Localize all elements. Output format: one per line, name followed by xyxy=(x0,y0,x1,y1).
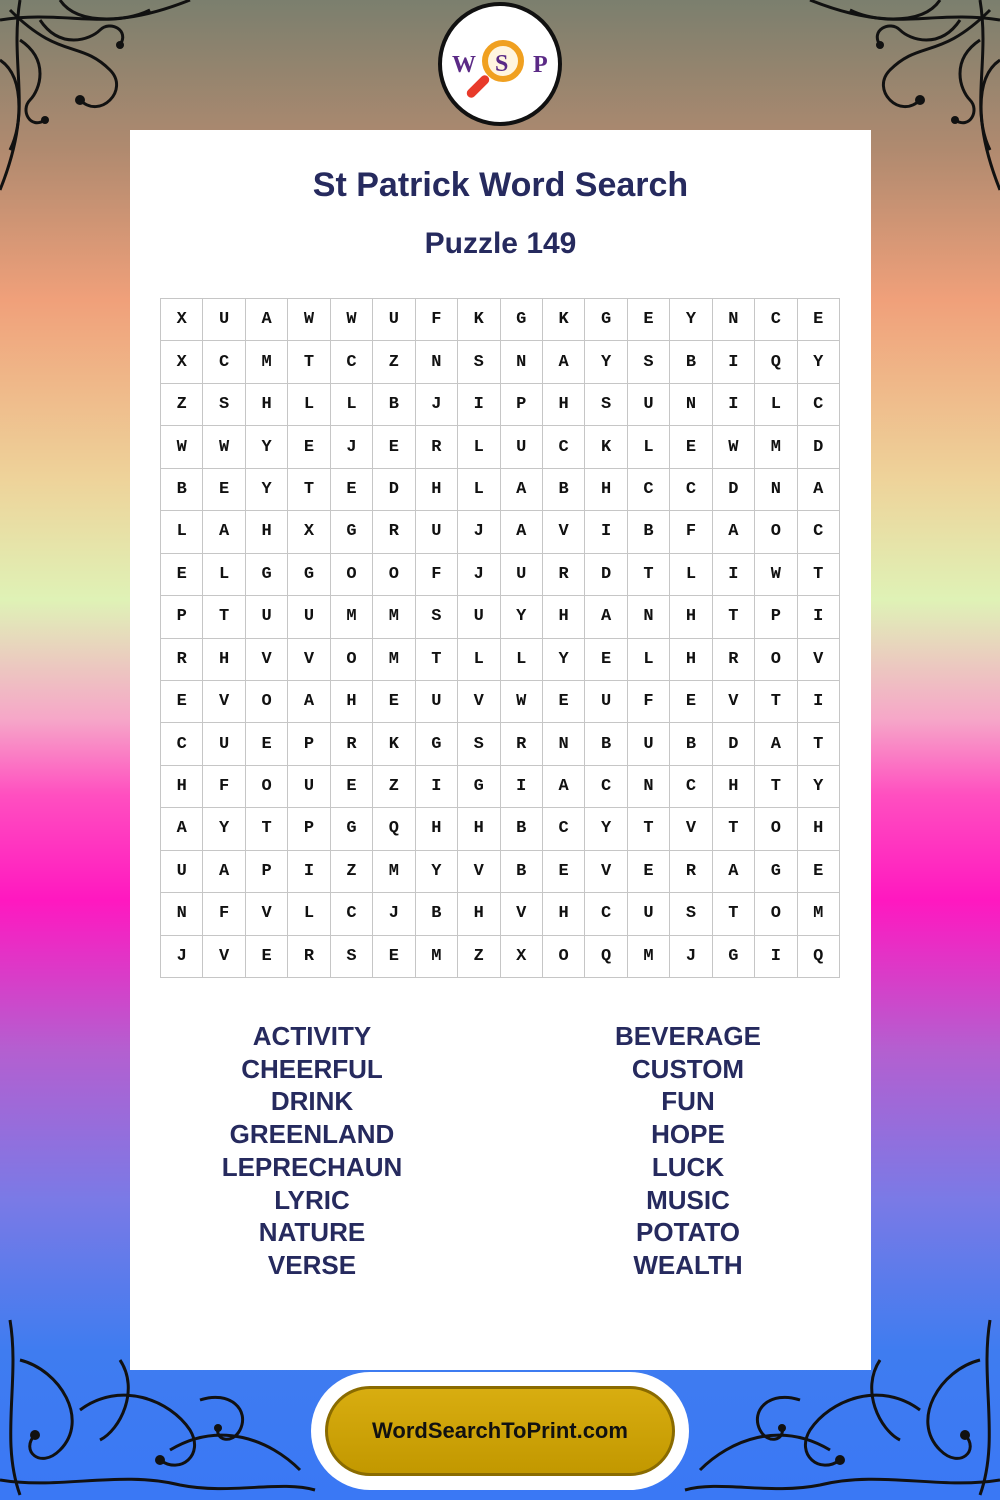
grid-cell[interactable]: L xyxy=(331,384,373,426)
grid-cell[interactable]: V xyxy=(713,681,755,723)
grid-cell[interactable]: N xyxy=(755,469,797,511)
grid-cell[interactable]: Y xyxy=(585,808,627,850)
grid-cell[interactable]: R xyxy=(416,426,458,468)
grid-cell[interactable]: J xyxy=(458,554,500,596)
grid-cell[interactable]: F xyxy=(416,554,458,596)
grid-cell[interactable]: B xyxy=(373,384,415,426)
grid-cell[interactable]: L xyxy=(203,554,245,596)
word-list-item: FUN xyxy=(661,1086,715,1117)
grid-cell[interactable]: U xyxy=(161,851,203,893)
grid-cell[interactable]: Z xyxy=(373,766,415,808)
grid-cell[interactable]: R xyxy=(543,554,585,596)
grid-cell[interactable]: E xyxy=(373,681,415,723)
grid-cell[interactable]: A xyxy=(288,681,330,723)
word-list-item: ACTIVITY xyxy=(252,1021,372,1051)
grid-cell[interactable]: U xyxy=(203,299,245,341)
grid-cell[interactable]: S xyxy=(203,384,245,426)
grid-cell[interactable]: Z xyxy=(331,851,373,893)
grid-cell[interactable]: U xyxy=(373,299,415,341)
grid-cell[interactable]: N xyxy=(543,723,585,765)
grid-cell[interactable]: Z xyxy=(458,936,500,978)
grid-cell[interactable]: V xyxy=(288,639,330,681)
grid-cell[interactable]: C xyxy=(585,893,627,935)
grid-cell[interactable]: T xyxy=(713,893,755,935)
grid-cell[interactable]: A xyxy=(543,766,585,808)
grid-cell[interactable]: Y xyxy=(416,851,458,893)
grid-cell[interactable]: E xyxy=(373,936,415,978)
grid-cell[interactable]: U xyxy=(628,893,670,935)
grid-cell[interactable]: N xyxy=(501,341,543,383)
grid-cell[interactable]: Q xyxy=(798,936,840,978)
word-list-item: CHEERFUL xyxy=(241,1053,383,1084)
grid-cell[interactable]: U xyxy=(458,596,500,638)
grid-cell[interactable]: I xyxy=(501,766,543,808)
grid-cell[interactable]: T xyxy=(288,469,330,511)
grid-cell[interactable]: P xyxy=(755,596,797,638)
grid-cell[interactable]: E xyxy=(288,426,330,468)
grid-cell[interactable]: K xyxy=(373,723,415,765)
grid-cell[interactable]: I xyxy=(713,554,755,596)
grid-cell[interactable]: F xyxy=(416,299,458,341)
grid-cell[interactable]: E xyxy=(798,299,840,341)
grid-cell[interactable]: U xyxy=(288,766,330,808)
grid-cell[interactable]: N xyxy=(628,766,670,808)
grid-cell[interactable]: L xyxy=(670,554,712,596)
grid-cell[interactable]: O xyxy=(755,808,797,850)
grid-cell[interactable]: E xyxy=(246,723,288,765)
grid-cell[interactable]: Q xyxy=(585,936,627,978)
grid-cell[interactable]: E xyxy=(798,851,840,893)
grid-cell[interactable]: L xyxy=(755,384,797,426)
grid-cell[interactable]: S xyxy=(585,384,627,426)
grid-cell[interactable]: E xyxy=(161,554,203,596)
grid-cell[interactable]: Y xyxy=(798,341,840,383)
grid-cell[interactable]: F xyxy=(670,511,712,553)
grid-cell[interactable]: S xyxy=(458,723,500,765)
grid-cell[interactable]: U xyxy=(501,426,543,468)
grid-cell[interactable]: P xyxy=(501,384,543,426)
grid-cell[interactable]: T xyxy=(798,554,840,596)
grid-cell[interactable]: H xyxy=(798,808,840,850)
grid-cell[interactable]: I xyxy=(585,511,627,553)
grid-cell[interactable]: C xyxy=(755,299,797,341)
word-list-item: CUSTOM xyxy=(631,1053,745,1084)
grid-cell[interactable]: T xyxy=(246,808,288,850)
grid-cell[interactable]: O xyxy=(755,511,797,553)
grid-cell[interactable]: O xyxy=(331,554,373,596)
puzzle-number: Puzzle 149 xyxy=(424,227,577,260)
grid-cell[interactable]: Y xyxy=(585,341,627,383)
grid-cell[interactable]: Q xyxy=(755,341,797,383)
word-list-left xyxy=(182,1020,442,1282)
grid-cell[interactable]: C xyxy=(331,341,373,383)
grid-cell[interactable]: E xyxy=(585,639,627,681)
grid-cell[interactable]: U xyxy=(585,681,627,723)
word-list-item: LYRIC xyxy=(274,1184,350,1215)
grid-cell[interactable]: Y xyxy=(543,639,585,681)
grid-cell[interactable]: M xyxy=(331,596,373,638)
grid-cell[interactable]: O xyxy=(246,766,288,808)
grid-cell[interactable]: V xyxy=(798,639,840,681)
grid-cell[interactable]: N xyxy=(713,299,755,341)
grid-cell[interactable]: D xyxy=(585,554,627,596)
logo-letter-w: W xyxy=(452,52,476,78)
grid-cell[interactable]: O xyxy=(246,681,288,723)
grid-cell[interactable]: E xyxy=(543,681,585,723)
word-list-right xyxy=(558,1020,818,1282)
grid-cell[interactable]: V xyxy=(585,851,627,893)
grid-cell[interactable]: O xyxy=(755,893,797,935)
grid-cell[interactable]: G xyxy=(416,723,458,765)
grid-cell[interactable]: E xyxy=(203,469,245,511)
grid-cell[interactable]: S xyxy=(458,341,500,383)
grid-cell[interactable]: H xyxy=(246,511,288,553)
grid-cell[interactable]: A xyxy=(543,341,585,383)
grid-cell[interactable]: Y xyxy=(670,299,712,341)
grid-cell[interactable]: E xyxy=(331,469,373,511)
grid-cell[interactable]: M xyxy=(373,639,415,681)
grid-cell[interactable]: V xyxy=(203,681,245,723)
grid-cell[interactable]: E xyxy=(628,299,670,341)
grid-cell[interactable]: B xyxy=(543,469,585,511)
grid-cell[interactable]: H xyxy=(458,808,500,850)
grid-cell[interactable]: K xyxy=(585,426,627,468)
grid-cell[interactable]: G xyxy=(331,808,373,850)
grid-cell[interactable]: M xyxy=(373,851,415,893)
grid-cell[interactable]: N xyxy=(670,384,712,426)
grid-cell[interactable]: A xyxy=(203,851,245,893)
grid-cell[interactable]: L xyxy=(501,639,543,681)
grid-cell[interactable]: C xyxy=(798,384,840,426)
grid-cell[interactable]: H xyxy=(416,808,458,850)
grid-cell[interactable]: Y xyxy=(203,808,245,850)
grid-cell[interactable]: L xyxy=(458,639,500,681)
grid-cell[interactable]: L xyxy=(458,469,500,511)
site-link[interactable]: WordSearchToPrint.com xyxy=(325,1386,675,1476)
grid-cell[interactable]: N xyxy=(416,341,458,383)
grid-cell[interactable]: G xyxy=(501,299,543,341)
grid-cell[interactable]: R xyxy=(713,639,755,681)
grid-cell[interactable]: M xyxy=(798,893,840,935)
grid-cell[interactable]: D xyxy=(798,426,840,468)
grid-cell[interactable]: B xyxy=(501,851,543,893)
grid-cell[interactable]: Z xyxy=(161,384,203,426)
grid-cell[interactable]: X xyxy=(161,299,203,341)
grid-cell[interactable]: E xyxy=(246,936,288,978)
grid-cell[interactable]: V xyxy=(246,893,288,935)
grid-cell[interactable]: Y xyxy=(246,469,288,511)
grid-cell[interactable]: A xyxy=(501,511,543,553)
grid-cell[interactable]: J xyxy=(373,893,415,935)
grid-cell[interactable]: B xyxy=(670,723,712,765)
grid-cell[interactable]: A xyxy=(713,511,755,553)
grid-cell[interactable]: H xyxy=(670,596,712,638)
word-list-item: GREENLAND xyxy=(229,1119,395,1150)
grid-cell[interactable]: W xyxy=(288,299,330,341)
grid-cell[interactable]: O xyxy=(755,639,797,681)
grid-cell[interactable]: H xyxy=(416,469,458,511)
grid-cell[interactable]: U xyxy=(628,384,670,426)
grid-cell[interactable]: L xyxy=(628,426,670,468)
grid-cell[interactable]: O xyxy=(373,554,415,596)
grid-cell[interactable]: J xyxy=(670,936,712,978)
logo-letter-p: P xyxy=(533,52,548,78)
grid-cell[interactable]: Q xyxy=(373,808,415,850)
grid-cell[interactable]: H xyxy=(713,766,755,808)
grid-cell[interactable]: E xyxy=(331,766,373,808)
grid-cell[interactable]: I xyxy=(755,936,797,978)
grid-cell[interactable]: G xyxy=(585,299,627,341)
grid-cell[interactable]: C xyxy=(543,426,585,468)
word-list-item: POTATO xyxy=(636,1217,740,1248)
grid-cell[interactable]: C xyxy=(203,341,245,383)
grid-cell[interactable]: H xyxy=(161,766,203,808)
grid-cell[interactable]: I xyxy=(713,341,755,383)
grid-cell[interactable]: V xyxy=(246,639,288,681)
grid-cell[interactable]: I xyxy=(458,384,500,426)
grid-cell[interactable]: R xyxy=(670,851,712,893)
grid-cell[interactable]: T xyxy=(713,808,755,850)
grid-cell[interactable]: W xyxy=(161,426,203,468)
letter-grid xyxy=(160,298,840,978)
grid-cell[interactable]: C xyxy=(543,808,585,850)
grid-cell[interactable]: I xyxy=(713,384,755,426)
grid-cell[interactable]: A xyxy=(161,808,203,850)
grid-cell[interactable]: E xyxy=(628,851,670,893)
word-list-item: MUSIC xyxy=(646,1184,730,1215)
grid-cell[interactable]: J xyxy=(416,384,458,426)
grid-cell[interactable]: S xyxy=(416,596,458,638)
grid-cell[interactable]: P xyxy=(161,596,203,638)
grid-cell[interactable]: Y xyxy=(501,596,543,638)
grid-cell[interactable]: R xyxy=(288,936,330,978)
grid-cell[interactable]: M xyxy=(373,596,415,638)
grid-cell[interactable]: M xyxy=(246,341,288,383)
grid-cell[interactable]: G xyxy=(288,554,330,596)
grid-cell[interactable]: I xyxy=(798,681,840,723)
word-list-item: VERSE xyxy=(267,1249,357,1280)
grid-cell[interactable]: F xyxy=(203,893,245,935)
grid-cell[interactable]: X xyxy=(288,511,330,553)
grid-cell[interactable]: P xyxy=(288,723,330,765)
grid-cell[interactable]: C xyxy=(161,723,203,765)
grid-cell[interactable]: H xyxy=(585,469,627,511)
grid-cell[interactable]: T xyxy=(755,766,797,808)
grid-cell[interactable]: B xyxy=(670,341,712,383)
grid-cell[interactable]: S xyxy=(628,341,670,383)
grid-cell[interactable]: M xyxy=(416,936,458,978)
grid-cell[interactable]: L xyxy=(288,384,330,426)
grid-cell[interactable]: G xyxy=(755,851,797,893)
grid-cell[interactable]: L xyxy=(458,426,500,468)
grid-cell[interactable]: W xyxy=(713,426,755,468)
grid-cell[interactable]: I xyxy=(288,851,330,893)
grid-cell[interactable]: H xyxy=(331,681,373,723)
grid-cell[interactable]: Y xyxy=(798,766,840,808)
grid-cell[interactable]: D xyxy=(373,469,415,511)
grid-cell[interactable]: H xyxy=(203,639,245,681)
grid-cell[interactable]: B xyxy=(585,723,627,765)
grid-cell[interactable]: Z xyxy=(373,341,415,383)
grid-cell[interactable]: G xyxy=(458,766,500,808)
word-list-item: LEPRECHAUN xyxy=(221,1151,403,1182)
grid-cell[interactable]: H xyxy=(543,893,585,935)
grid-cell[interactable]: N xyxy=(628,596,670,638)
grid-cell[interactable]: T xyxy=(416,639,458,681)
grid-cell[interactable]: G xyxy=(713,936,755,978)
grid-cell[interactable]: V xyxy=(203,936,245,978)
grid-cell[interactable]: D xyxy=(713,723,755,765)
grid-cell[interactable]: E xyxy=(543,851,585,893)
page-title: St Patrick Word Search xyxy=(312,166,689,204)
grid-cell[interactable]: F xyxy=(203,766,245,808)
grid-cell[interactable]: A xyxy=(246,299,288,341)
grid-cell[interactable]: E xyxy=(161,681,203,723)
word-list-item: HOPE xyxy=(651,1119,725,1150)
grid-cell[interactable]: L xyxy=(161,511,203,553)
grid-cell[interactable]: V xyxy=(458,681,500,723)
grid-cell[interactable]: K xyxy=(543,299,585,341)
grid-cell[interactable]: N xyxy=(161,893,203,935)
grid-cell[interactable]: A xyxy=(798,469,840,511)
grid-cell[interactable]: V xyxy=(543,511,585,553)
grid-cell[interactable]: V xyxy=(458,851,500,893)
grid-cell[interactable]: U xyxy=(628,723,670,765)
grid-cell[interactable]: F xyxy=(628,681,670,723)
grid-cell[interactable]: X xyxy=(161,341,203,383)
grid-cell[interactable]: R xyxy=(331,723,373,765)
grid-cell[interactable]: P xyxy=(246,851,288,893)
grid-cell[interactable]: M xyxy=(628,936,670,978)
grid-cell[interactable]: A xyxy=(713,851,755,893)
grid-cell[interactable]: W xyxy=(755,554,797,596)
grid-cell[interactable]: W xyxy=(203,426,245,468)
grid-cell[interactable]: L xyxy=(288,893,330,935)
grid-cell[interactable]: H xyxy=(246,384,288,426)
grid-cell[interactable]: O xyxy=(331,639,373,681)
grid-cell[interactable]: K xyxy=(458,299,500,341)
grid-cell[interactable]: H xyxy=(543,596,585,638)
grid-cell[interactable]: C xyxy=(670,766,712,808)
grid-cell[interactable]: T xyxy=(628,554,670,596)
grid-cell[interactable]: I xyxy=(416,766,458,808)
grid-cell[interactable]: W xyxy=(501,681,543,723)
grid-cell[interactable]: U xyxy=(416,511,458,553)
puzzle-card xyxy=(130,130,871,1370)
grid-cell[interactable]: U xyxy=(246,596,288,638)
grid-cell[interactable]: R xyxy=(373,511,415,553)
grid-cell[interactable]: T xyxy=(713,596,755,638)
grid-cell[interactable]: T xyxy=(288,341,330,383)
grid-cell[interactable]: R xyxy=(501,723,543,765)
grid-cell[interactable]: M xyxy=(755,426,797,468)
grid-cell[interactable]: J xyxy=(458,511,500,553)
grid-cell[interactable]: S xyxy=(670,893,712,935)
grid-cell[interactable]: A xyxy=(203,511,245,553)
word-list-item: BEVERAGE xyxy=(615,1021,761,1051)
grid-cell[interactable]: D xyxy=(713,469,755,511)
grid-cell[interactable]: T xyxy=(203,596,245,638)
grid-cell[interactable]: T xyxy=(755,681,797,723)
grid-cell[interactable]: B xyxy=(416,893,458,935)
grid-cell[interactable]: S xyxy=(331,936,373,978)
grid-cell[interactable]: T xyxy=(798,723,840,765)
grid-cell[interactable]: E xyxy=(670,426,712,468)
grid-cell[interactable]: C xyxy=(628,469,670,511)
grid-cell[interactable]: A xyxy=(585,596,627,638)
grid-cell[interactable]: A xyxy=(755,723,797,765)
footer-banner xyxy=(311,1372,689,1490)
grid-cell[interactable]: U xyxy=(288,596,330,638)
grid-cell[interactable]: C xyxy=(331,893,373,935)
grid-cell[interactable]: R xyxy=(161,639,203,681)
grid-cell[interactable]: Y xyxy=(246,426,288,468)
grid-cell[interactable]: P xyxy=(288,808,330,850)
grid-cell[interactable]: A xyxy=(501,469,543,511)
grid-cell[interactable]: B xyxy=(501,808,543,850)
grid-cell[interactable]: O xyxy=(543,936,585,978)
grid-cell[interactable]: E xyxy=(373,426,415,468)
grid-cell[interactable]: U xyxy=(501,554,543,596)
grid-cell[interactable]: H xyxy=(543,384,585,426)
grid-cell[interactable]: U xyxy=(203,723,245,765)
grid-cell[interactable]: H xyxy=(458,893,500,935)
wsp-logo xyxy=(438,2,562,126)
logo-letter-s: S xyxy=(495,51,509,77)
word-list-item: LUCK xyxy=(651,1151,725,1182)
grid-cell[interactable]: U xyxy=(416,681,458,723)
word-list-item: WEALTH xyxy=(633,1249,743,1280)
grid-cell[interactable]: J xyxy=(331,426,373,468)
grid-cell[interactable]: V xyxy=(670,808,712,850)
grid-cell[interactable]: I xyxy=(798,596,840,638)
grid-cell[interactable]: V xyxy=(501,893,543,935)
grid-cell[interactable]: T xyxy=(628,808,670,850)
word-list-item: DRINK xyxy=(270,1086,354,1117)
grid-cell[interactable]: W xyxy=(331,299,373,341)
grid-cell[interactable]: C xyxy=(670,469,712,511)
grid-cell[interactable]: G xyxy=(331,511,373,553)
grid-cell[interactable]: C xyxy=(798,511,840,553)
grid-cell[interactable]: G xyxy=(246,554,288,596)
grid-cell[interactable]: C xyxy=(585,766,627,808)
word-list-item: NATURE xyxy=(258,1217,366,1248)
grid-cell[interactable]: H xyxy=(670,639,712,681)
grid-cell[interactable]: L xyxy=(628,639,670,681)
grid-cell[interactable]: B xyxy=(628,511,670,553)
grid-cell[interactable]: B xyxy=(161,469,203,511)
grid-cell[interactable]: J xyxy=(161,936,203,978)
grid-cell[interactable]: E xyxy=(670,681,712,723)
grid-cell[interactable]: X xyxy=(501,936,543,978)
